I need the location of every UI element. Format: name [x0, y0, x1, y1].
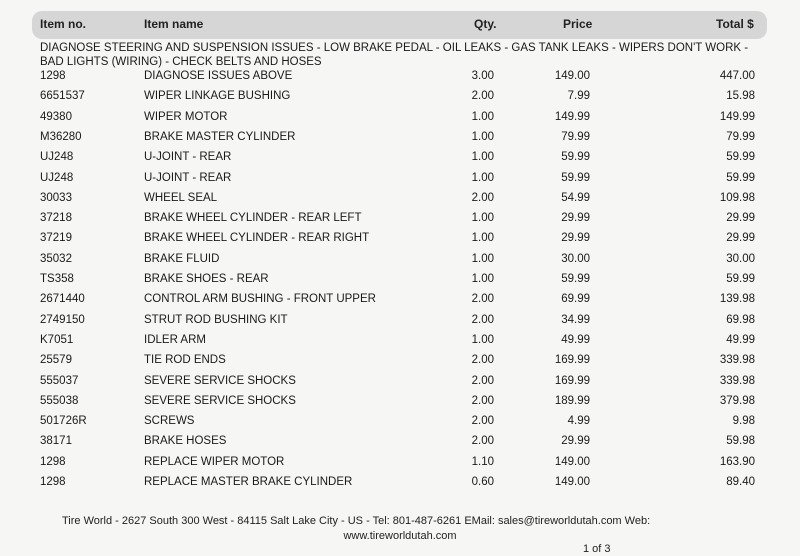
- item-name-cell: CONTROL ARM BUSHING - FRONT UPPER: [144, 293, 376, 306]
- item-name-cell: BRAKE MASTER CYLINDER: [144, 130, 296, 143]
- item-number-cell: 1298: [40, 476, 66, 488]
- quantity-cell: 1.00: [471, 252, 494, 265]
- item-name-cell: REPLACE WIPER MOTOR: [144, 455, 285, 468]
- total-cell: 29.99: [726, 212, 755, 225]
- price-cell: 49.99: [561, 333, 590, 346]
- total-cell: 59.99: [726, 151, 755, 164]
- total-cell: 89.40: [726, 476, 755, 488]
- price-cell: 149.00: [554, 476, 590, 488]
- total-cell: 30.00: [726, 252, 755, 265]
- price-cell: 149.00: [554, 70, 590, 82]
- price-cell: 59.99: [561, 273, 590, 285]
- quantity-cell: 0.60: [471, 476, 494, 488]
- item-number-cell: 25579: [40, 354, 72, 367]
- quantity-cell: 2.00: [471, 90, 494, 103]
- item-number-cell: 30033: [40, 191, 72, 204]
- quantity-cell: 2.00: [471, 374, 494, 387]
- total-cell: 9.98: [732, 415, 755, 428]
- total-cell: 15.98: [726, 90, 755, 103]
- price-cell: 59.99: [561, 171, 590, 184]
- item-number-cell: K7051: [40, 333, 74, 346]
- price-cell: 149.00: [554, 455, 590, 468]
- table-row: [0, 371, 800, 391]
- quantity-cell: 2.00: [471, 191, 494, 204]
- page-number: 1 of 3: [583, 543, 611, 555]
- table-row: [0, 269, 800, 289]
- table-row: [0, 66, 800, 86]
- item-number-cell: 1298: [40, 455, 66, 468]
- price-cell: 29.99: [561, 232, 590, 245]
- header-price: Price: [563, 17, 593, 31]
- price-cell: 69.99: [561, 293, 590, 306]
- item-number-cell: 37218: [40, 212, 72, 225]
- quantity-cell: 2.00: [471, 313, 494, 326]
- item-name-cell: SCREWS: [144, 415, 195, 428]
- item-number-cell: 1298: [40, 70, 66, 82]
- item-number-cell: M36280: [40, 130, 82, 143]
- total-cell: 149.99: [719, 110, 755, 123]
- total-cell: 447.00: [719, 70, 755, 82]
- item-number-cell: UJ248: [40, 171, 74, 184]
- total-cell: 69.98: [726, 313, 755, 326]
- item-name-cell: BRAKE WHEEL CYLINDER - REAR RIGHT: [144, 232, 370, 245]
- quantity-cell: 3.00: [471, 70, 494, 82]
- item-number-cell: 2749150: [40, 313, 85, 326]
- quantity-cell: 1.00: [471, 130, 494, 143]
- item-number-cell: 6651537: [40, 90, 85, 103]
- item-name-cell: WIPER MOTOR: [144, 110, 228, 123]
- total-cell: 59.99: [726, 273, 755, 285]
- total-cell: 109.98: [719, 191, 755, 204]
- header-total: Total $: [716, 17, 754, 31]
- item-name-cell: WIPER LINKAGE BUSHING: [144, 90, 291, 103]
- price-cell: 4.99: [567, 415, 590, 428]
- table-row: [0, 411, 800, 431]
- price-cell: 7.99: [567, 90, 590, 103]
- price-cell: 189.99: [554, 394, 590, 407]
- price-cell: 54.99: [561, 191, 590, 204]
- item-number-cell: 2671440: [40, 293, 85, 306]
- header-item-no: Item no.: [40, 17, 87, 31]
- item-number-cell: 555038: [40, 394, 79, 407]
- item-number-cell: 501726R: [40, 415, 87, 428]
- price-cell: 34.99: [561, 313, 590, 326]
- total-cell: 59.99: [726, 171, 755, 184]
- table-row: [0, 431, 800, 451]
- table-row: [0, 452, 800, 472]
- price-cell: 169.99: [554, 374, 590, 387]
- quantity-cell: 1.10: [471, 455, 494, 468]
- table-header-bar: [32, 11, 767, 39]
- quantity-cell: 2.00: [471, 394, 494, 407]
- total-cell: 339.98: [719, 374, 755, 387]
- item-name-cell: STRUT ROD BUSHING KIT: [144, 313, 288, 326]
- item-number-cell: 38171: [40, 435, 72, 448]
- item-name-cell: REPLACE MASTER BRAKE CYLINDER: [144, 476, 353, 488]
- item-name-cell: IDLER ARM: [144, 333, 206, 346]
- item-number-cell: 37219: [40, 232, 72, 245]
- total-cell: 79.99: [726, 130, 755, 143]
- item-name-cell: U-JOINT - REAR: [144, 151, 232, 164]
- table-row: [0, 127, 800, 147]
- header-item-name: Item name: [144, 17, 204, 31]
- total-cell: 29.99: [726, 232, 755, 245]
- quantity-cell: 1.00: [471, 333, 494, 346]
- table-row: [0, 350, 800, 370]
- quantity-cell: 1.00: [471, 151, 494, 164]
- table-row: [0, 208, 800, 228]
- item-number-cell: 35032: [40, 252, 72, 265]
- table-row: [0, 107, 800, 127]
- item-name-cell: DIAGNOSE ISSUES ABOVE: [144, 70, 293, 82]
- price-cell: 79.99: [561, 130, 590, 143]
- quantity-cell: 2.00: [471, 354, 494, 367]
- quantity-cell: 1.00: [471, 212, 494, 225]
- quantity-cell: 1.00: [471, 171, 494, 184]
- table-row: [0, 310, 800, 330]
- header-qty: Qty.: [474, 17, 497, 31]
- item-name-cell: BRAKE FLUID: [144, 252, 220, 265]
- item-name-cell: SEVERE SERVICE SHOCKS: [144, 374, 296, 387]
- item-name-cell: BRAKE WHEEL CYLINDER - REAR LEFT: [144, 212, 362, 225]
- price-cell: 169.99: [554, 354, 590, 367]
- table-row: [0, 289, 800, 309]
- quantity-cell: 2.00: [471, 435, 494, 448]
- total-cell: 49.99: [726, 333, 755, 346]
- total-cell: 59.98: [726, 435, 755, 448]
- price-cell: 29.99: [561, 435, 590, 448]
- item-number-cell: 49380: [40, 110, 72, 123]
- table-row: [0, 147, 800, 167]
- total-cell: 139.98: [719, 293, 755, 306]
- quantity-cell: 1.00: [471, 273, 494, 285]
- price-cell: 149.99: [554, 110, 590, 123]
- quantity-cell: 1.00: [471, 232, 494, 245]
- table-row: [0, 249, 800, 269]
- item-name-cell: TIE ROD ENDS: [144, 354, 226, 367]
- job-description: DIAGNOSE STEERING AND SUSPENSION ISSUES - LOW BRAKE PEDAL - OIL LEAKS - GAS TANK LEAKS - WIPERS DON'T WORK - BAD LIGHTS (WIRING) - CHECK BELTS AND HOSES: [40, 42, 749, 68]
- table-row: [0, 168, 800, 188]
- footer-website: www.tireworldutah.com: [343, 530, 457, 542]
- quantity-cell: 2.00: [471, 415, 494, 428]
- item-number-cell: 555037: [40, 374, 79, 387]
- table-row: [0, 188, 800, 208]
- item-name-cell: BRAKE SHOES - REAR: [144, 273, 269, 285]
- quantity-cell: 2.00: [471, 293, 494, 306]
- price-cell: 29.99: [561, 212, 590, 225]
- quantity-cell: 1.00: [471, 110, 494, 123]
- price-cell: 30.00: [561, 252, 590, 265]
- footer-contact-line: Tire World - 2627 South 300 West - 84115 Salt Lake City - US - Tel: 801-487-6261 EMail: sales@tireworldutah.com Web:: [62, 515, 651, 527]
- price-cell: 59.99: [561, 151, 590, 164]
- item-name-cell: SEVERE SERVICE SHOCKS: [144, 394, 296, 407]
- table-row: [0, 86, 800, 106]
- item-name-cell: WHEEL SEAL: [144, 191, 218, 204]
- item-name-cell: U-JOINT - REAR: [144, 171, 232, 184]
- table-row: [0, 391, 800, 411]
- table-row: [0, 472, 800, 492]
- total-cell: 379.98: [719, 394, 755, 407]
- item-number-cell: TS358: [40, 273, 74, 285]
- item-name-cell: BRAKE HOSES: [144, 435, 227, 448]
- table-row: [0, 228, 800, 248]
- total-cell: 163.90: [719, 455, 755, 468]
- total-cell: 339.98: [719, 354, 755, 367]
- item-number-cell: UJ248: [40, 151, 74, 164]
- table-row: [0, 330, 800, 350]
